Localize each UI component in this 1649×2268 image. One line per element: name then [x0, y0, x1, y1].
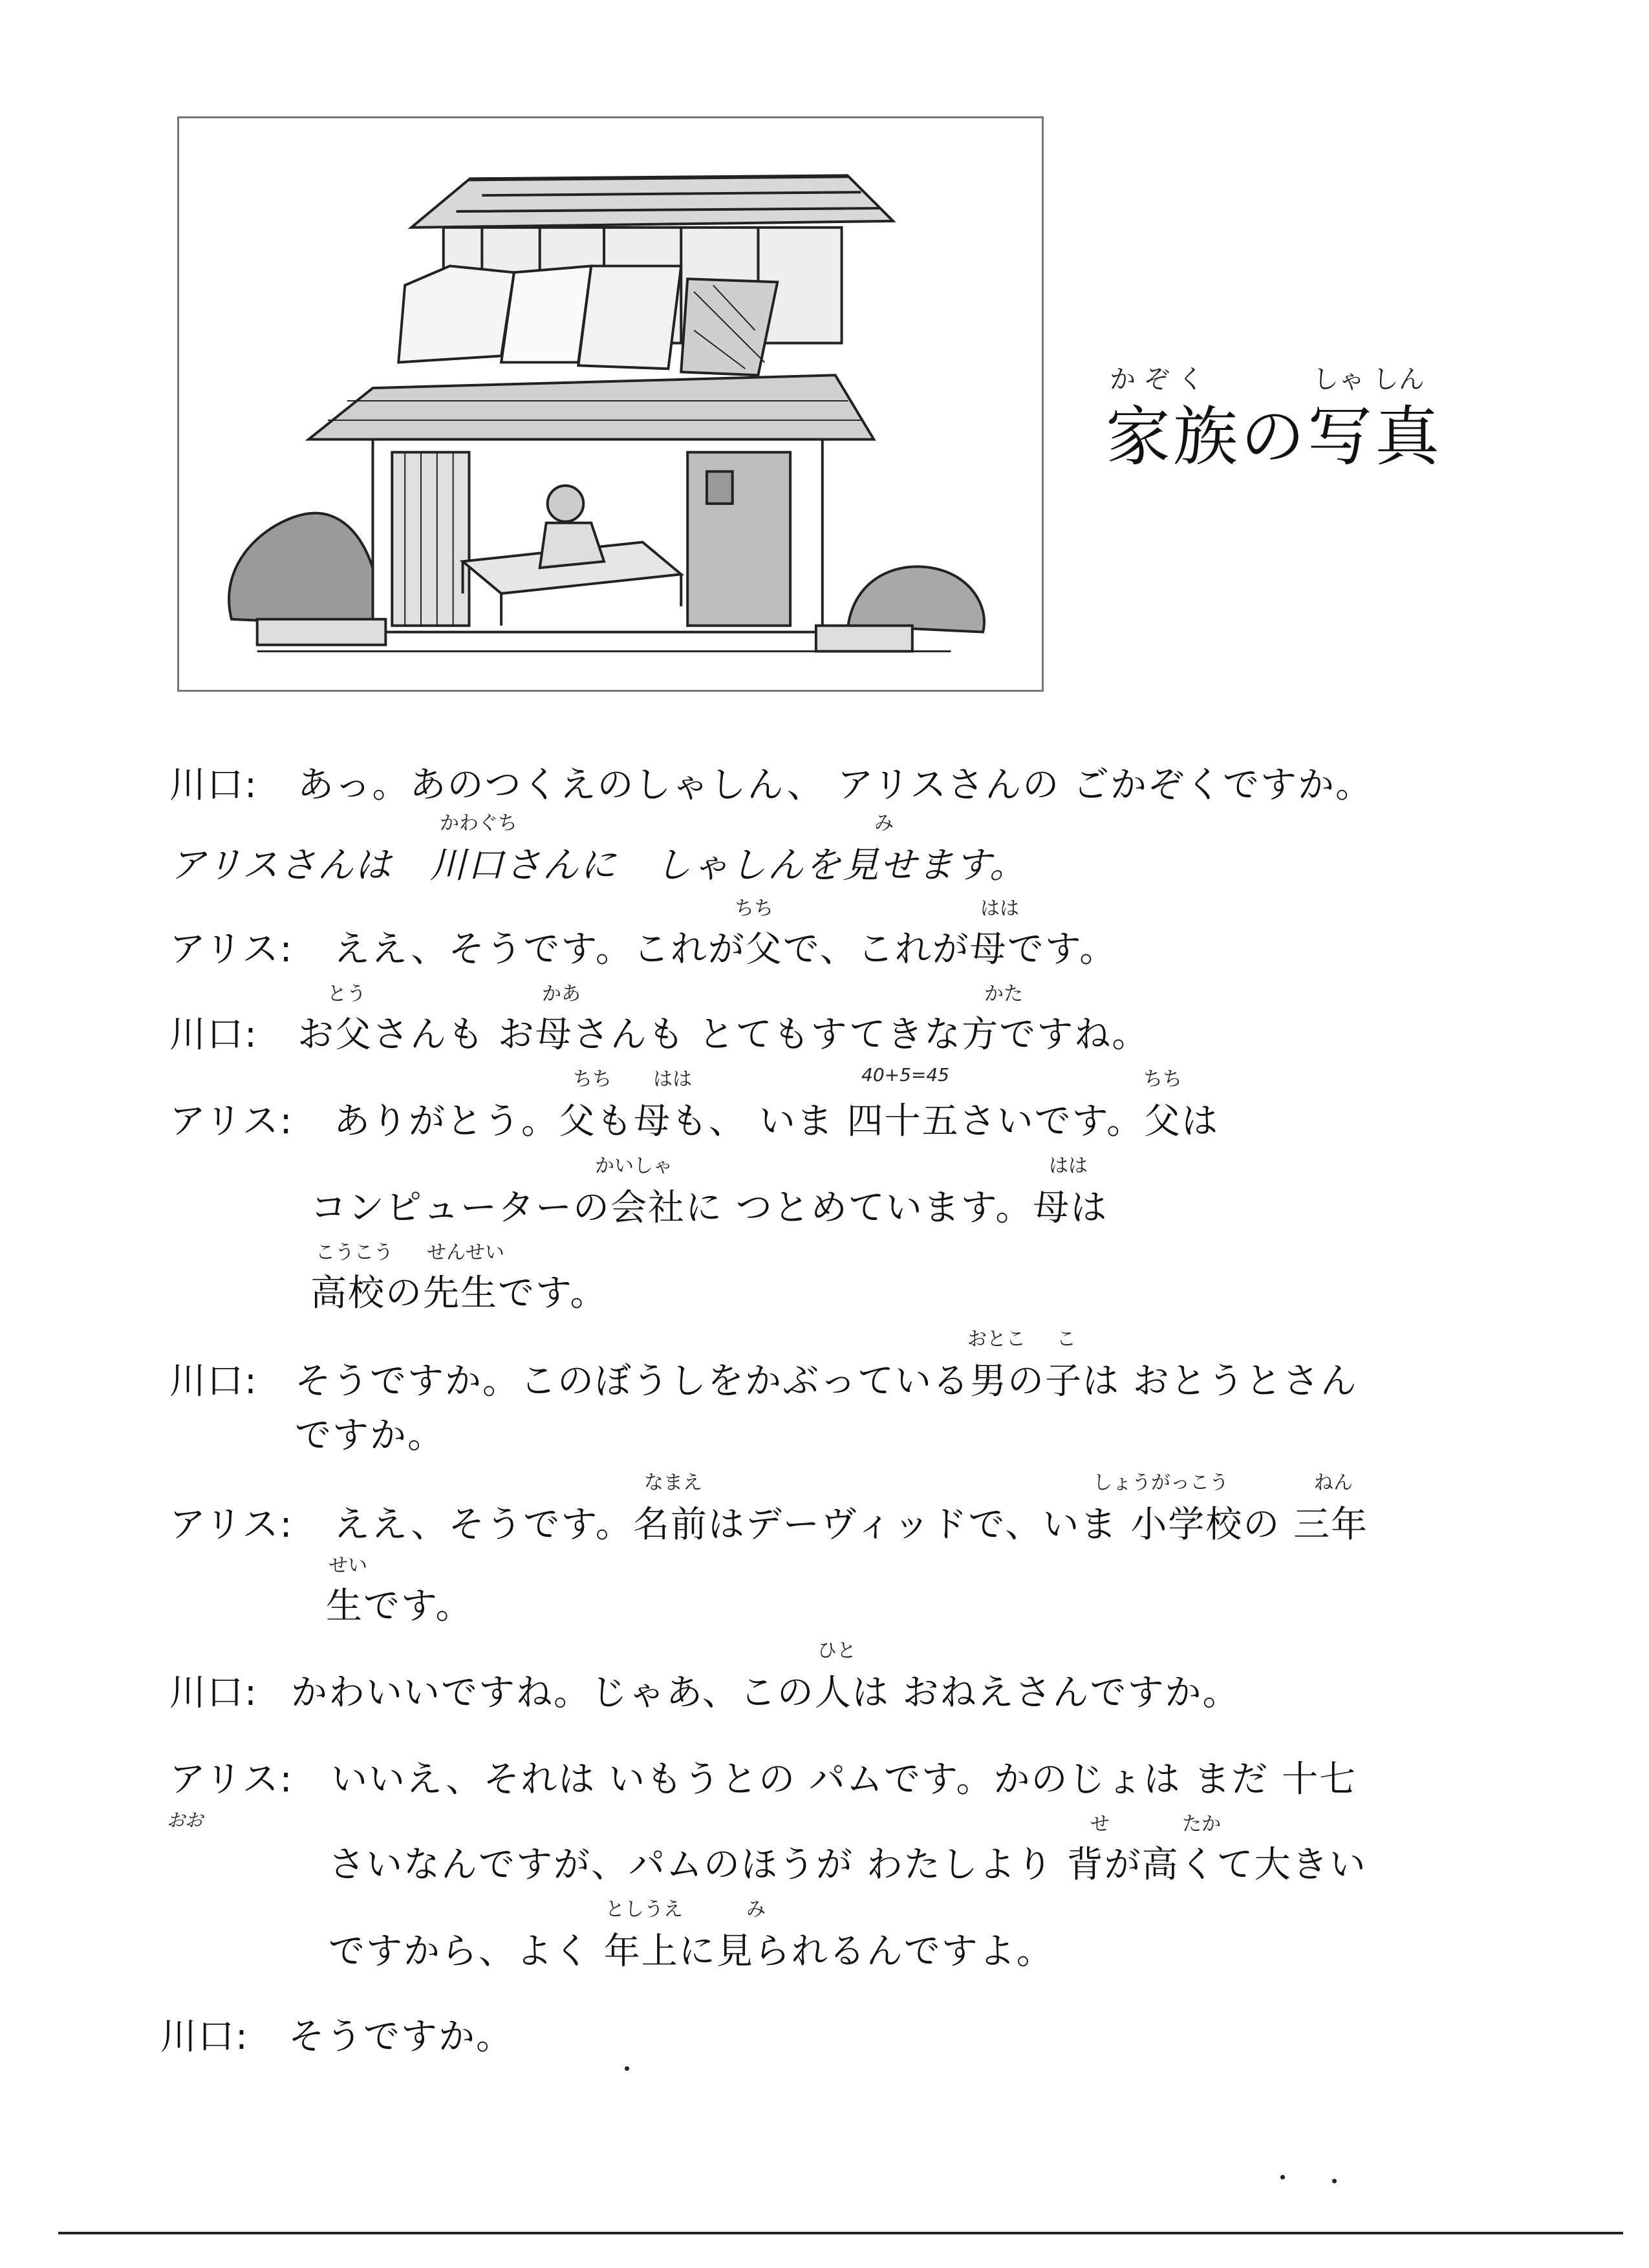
speaker-label: 川口: [169, 1360, 258, 1402]
dialogue-line: そうですか。 [288, 2016, 513, 2058]
dialogue-line: そうですか。このぼうしをかぶっている男の子は おとうとさん [295, 1360, 1358, 1402]
ruby-text: み [746, 1898, 766, 1921]
dialogue-line: かわいいですね。じゃあ、この人は おねえさんですか。 [291, 1672, 1240, 1714]
ruby-text: こうこう [316, 1241, 393, 1264]
speaker-label: アリス: [169, 1100, 294, 1142]
ruby-text: はは [1049, 1155, 1088, 1177]
dialogue-line: ええ、そうです。これが父で、これが母です。 [334, 928, 1117, 970]
dialogue-line: ですか。 [295, 1415, 445, 1457]
speaker-label: 川口: [169, 764, 258, 806]
speaker-label: 川口: [160, 2016, 249, 2058]
page-title: 家族の写真 [1106, 399, 1442, 475]
ruby-text: せんせい [427, 1241, 504, 1264]
ruby-text: たか [1182, 1813, 1221, 1835]
ruby-text: こ [1057, 1328, 1076, 1351]
ruby-text: ちち [1143, 1068, 1182, 1091]
speaker-label: 川口: [169, 1014, 258, 1056]
ruby-text: とう [327, 983, 366, 1005]
dialogue-line: お父さんも お母さんも とてもすてきな方ですね。 [297, 1014, 1150, 1056]
dialogue-line: あっ。あのつくえのしゃしん、 アリスさんの ごかぞくですか。 [297, 764, 1374, 806]
ruby-text: おとこ [967, 1328, 1026, 1351]
scan-speck [625, 2066, 629, 2071]
ruby-text: はは [653, 1068, 692, 1091]
dialogue-line: ありがとう。父も母も、 いま 四十五さいです。父は [334, 1100, 1220, 1142]
speaker-label: アリス: [169, 1759, 294, 1801]
ruby-text: ねん [1314, 1471, 1353, 1494]
title-ruby-shashin: しゃ しん [1313, 365, 1425, 394]
scan-speck [1332, 2179, 1337, 2183]
ruby-text: み [874, 812, 894, 835]
handwritten-note: 40+5=45 [861, 1064, 949, 1086]
dialogue-line: 高校の先生です。 [310, 1272, 608, 1314]
ruby-text: なまえ [644, 1471, 702, 1494]
scan-speck [1280, 2175, 1285, 2179]
ruby-text: せい [329, 1554, 367, 1577]
dialogue-line: コンピューターの会社に つとめています。母は [310, 1187, 1108, 1229]
dialogue-line: ですから、よく 年上に見られるんですよ。 [329, 1931, 1054, 1973]
ruby-text: しょうがっこう [1093, 1471, 1229, 1494]
speaker-label: 川口: [169, 1672, 258, 1714]
ruby-text: としうえ [605, 1898, 683, 1921]
speaker-label: アリス: [169, 928, 294, 970]
ruby-text: はは [980, 897, 1019, 920]
dialogue-line: いいえ、それは いもうとの パムです。かのじょは まだ 十七 [331, 1759, 1357, 1801]
ruby-text: せ [1090, 1813, 1110, 1835]
narration-line: アリスさんは 川口さんに しゃしんを見せます。 [169, 844, 1028, 886]
handwritten-note: おお [167, 1810, 204, 1831]
ruby-text: ちち [735, 897, 773, 920]
ruby-text: かわぐち [440, 812, 517, 835]
ruby-text: かいしゃ [595, 1155, 673, 1177]
dialogue-line: さいなんですが、パムのほうが わたしより 背が高くて大きい [329, 1844, 1367, 1886]
title-ruby-kazoku: か ぞ く [1110, 365, 1204, 394]
ruby-text: ひと [817, 1640, 856, 1662]
speaker-label: アリス: [169, 1504, 294, 1546]
bottom-rule [58, 2232, 1623, 2234]
dialogue-line: 生です。 [326, 1585, 473, 1627]
ruby-text: ちち [573, 1068, 612, 1091]
dialogue-line: ええ、そうです。名前はデーヴィッドで、いま 小学校の 三年 [334, 1504, 1369, 1546]
ruby-text: かあ [542, 983, 581, 1005]
ruby-text: かた [984, 983, 1023, 1005]
